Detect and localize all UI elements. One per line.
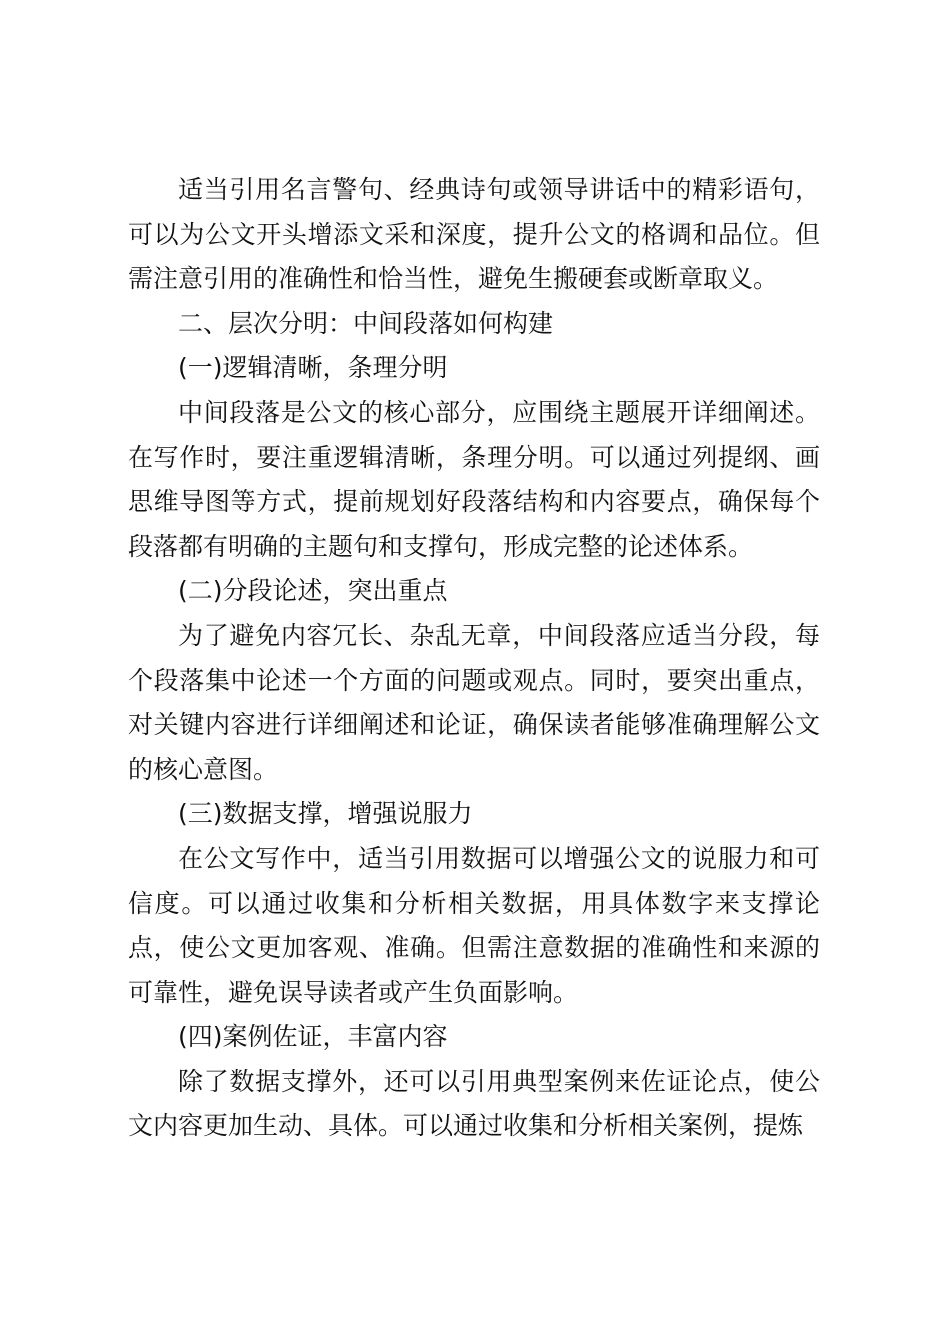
subheading-logic-clear: (一)逻辑清晰，条理分明 <box>178 353 448 383</box>
paragraph-segmented-discussion: 为了避免内容冗长、杂乱无章，中间段落应适当分段，每个段落集中论述一个方面的问题或观点。同时，要突出重点，对关键内容进行详细阐述和论证，确保读者能够准确理解公文的核心意图。 <box>128 620 820 784</box>
subheading-case-evidence: (四)案例佐证，丰富内容 <box>178 1022 448 1052</box>
paragraph-logic-clear: 中间段落是公文的核心部分，应围绕主题展开详细阐述。在写作时，要注重逻辑清晰，条理分明。可以通过列提纲、画思维导图等方式，提前规划好段落结构和内容要点，确保每个段落都有明确的主题句和支撑句，形成完整的论述体系。 <box>128 397 820 561</box>
section-heading-middle-paragraphs: 二、层次分明：中间段落如何构建 <box>178 308 554 338</box>
document-body <box>128 168 820 1149</box>
paragraph-data-support: 在公文写作中，适当引用数据可以增强公文的说服力和可信度。可以通过收集和分析相关数据，用具体数字来支撑论点，使公文更加客观、准确。但需注意数据的准确性和来源的可靠性，避免误导读者或产生负面影响。 <box>128 843 820 1007</box>
paragraph-case-evidence: 除了数据支撑外，还可以引用典型案例来佐证论点，使公文内容更加生动、具体。可以通过收集和分析相关案例，提炼 <box>128 1066 820 1141</box>
subheading-segmented-discussion: (二)分段论述，突出重点 <box>178 576 448 606</box>
subheading-data-support: (三)数据支撑，增强说服力 <box>178 799 473 829</box>
paragraph-quotation-advice: 适当引用名言警句、经典诗句或领导讲话中的精彩语句，可以为公文开头增添文采和深度，提升公文的格调和品位。但需注意引用的准确性和恰当性，避免生搬硬套或断章取义。 <box>128 175 820 294</box>
